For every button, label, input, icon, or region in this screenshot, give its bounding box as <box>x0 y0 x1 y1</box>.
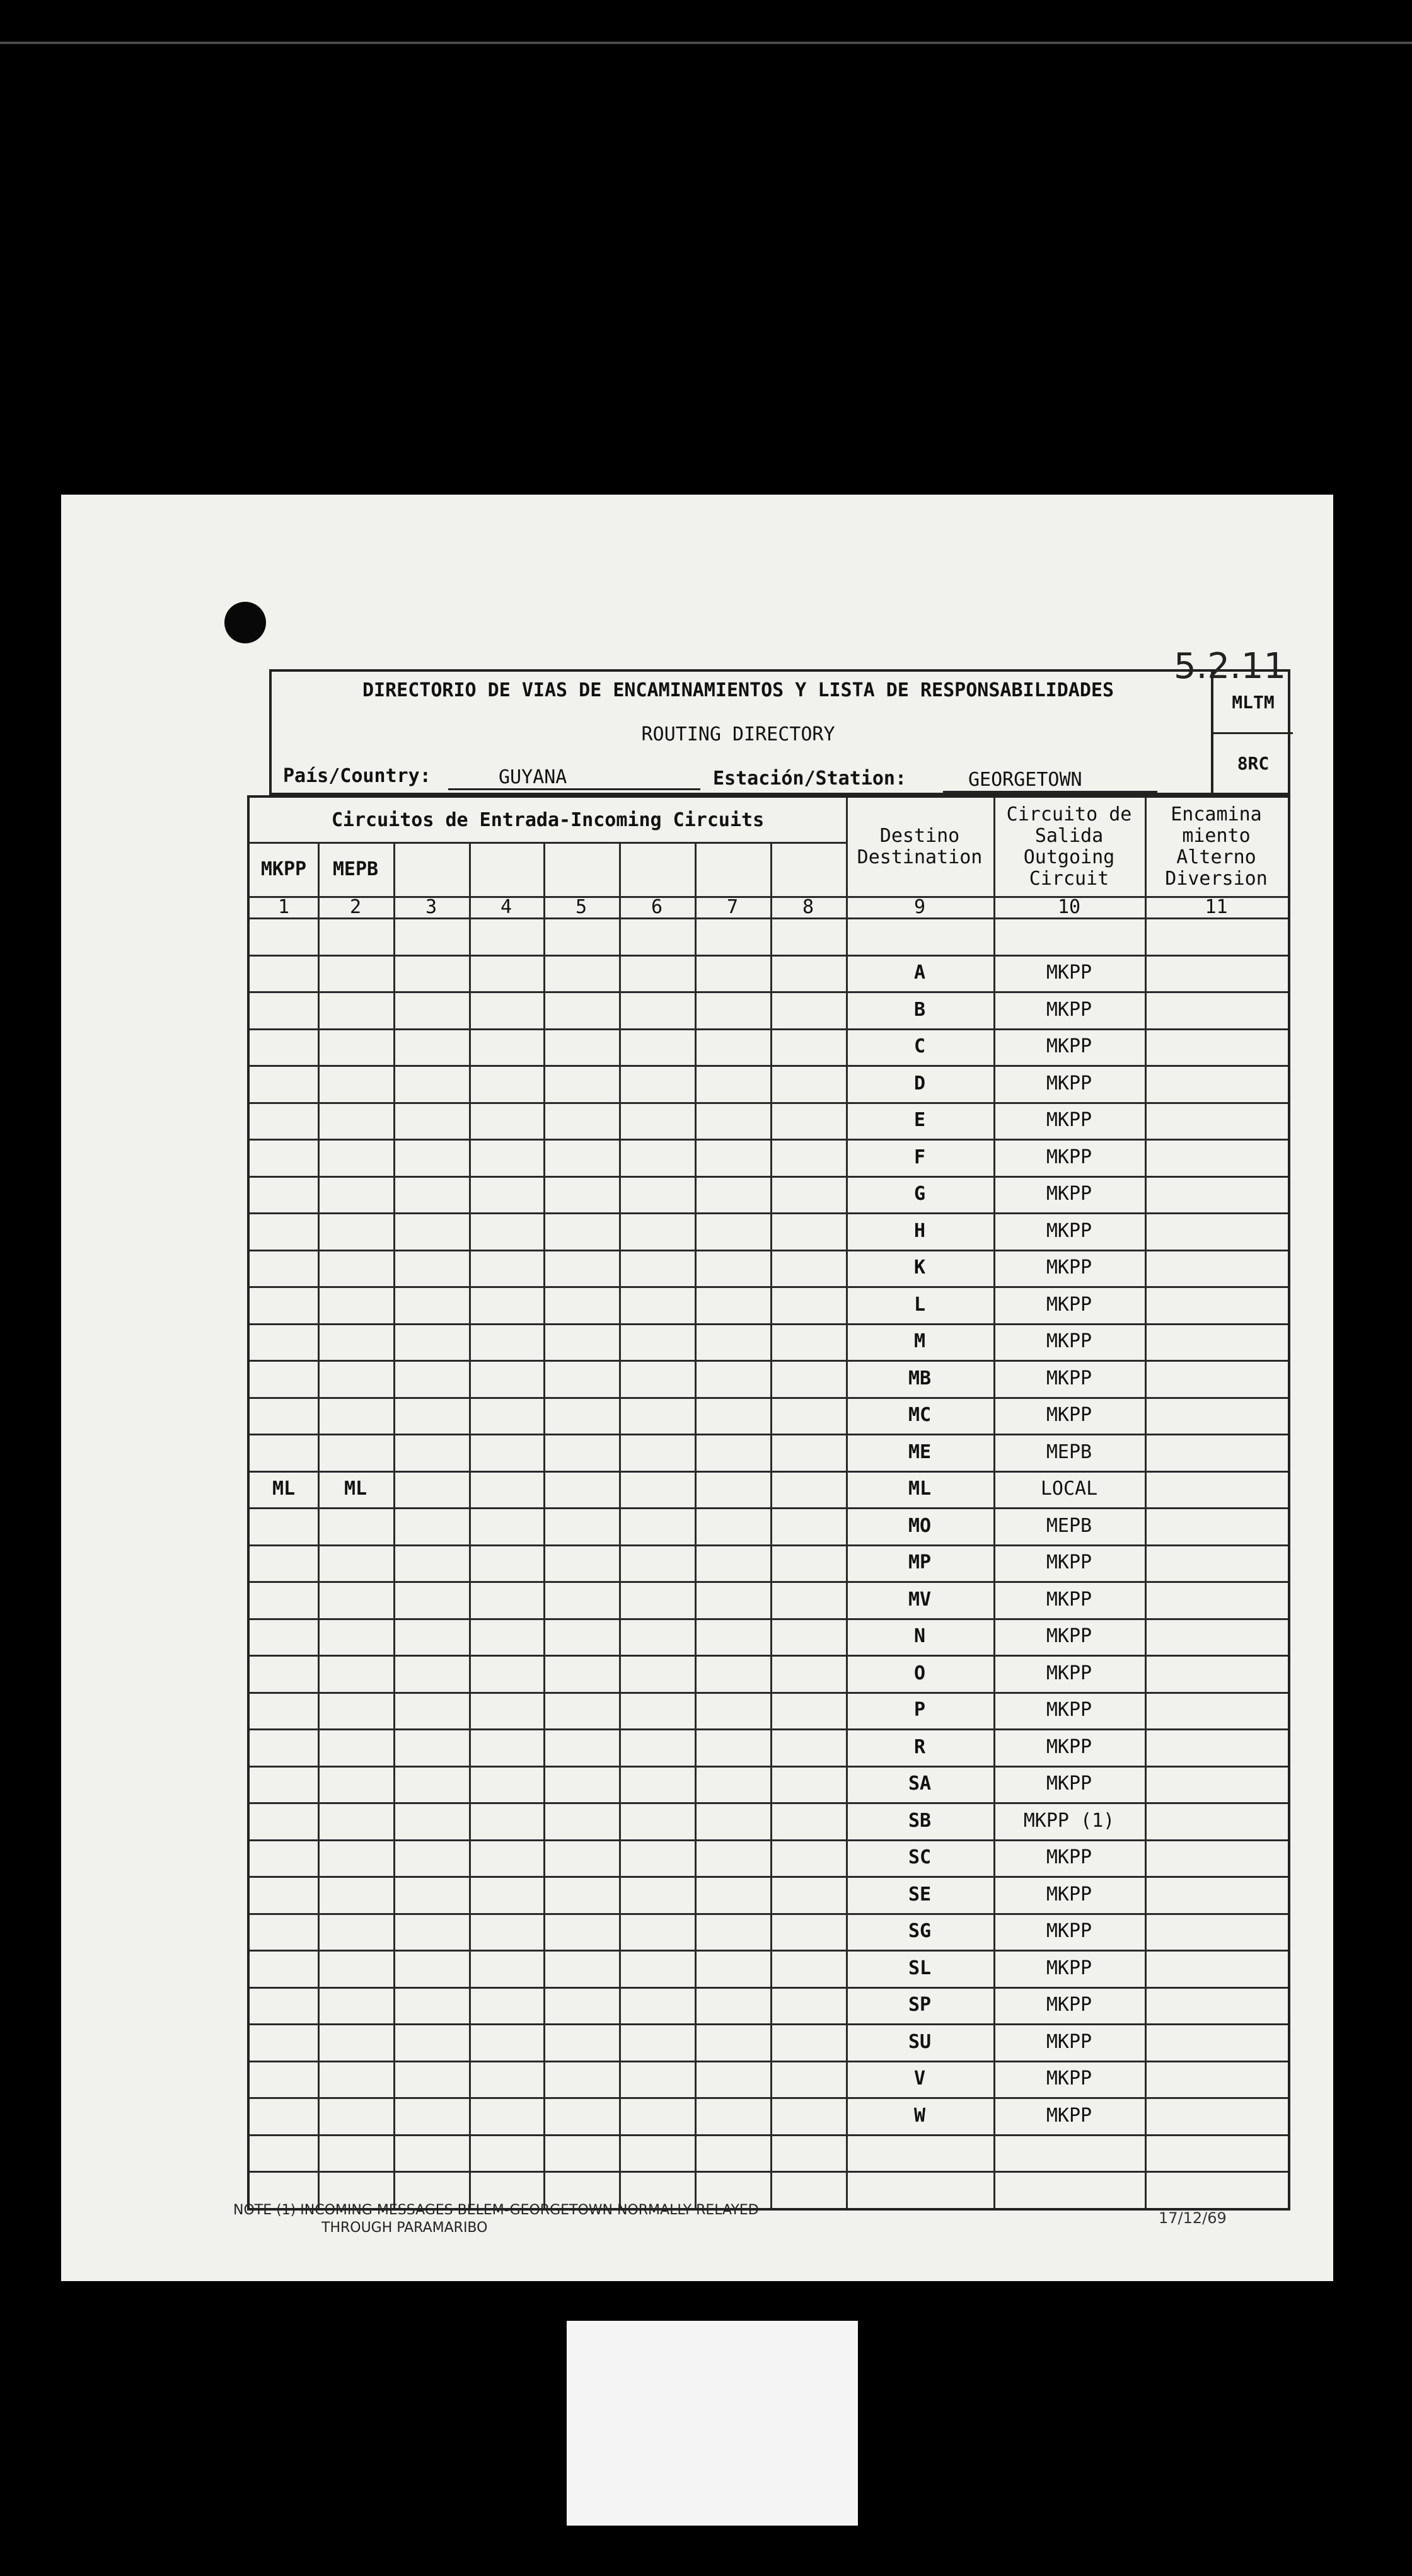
outgoing-circuit-cell: MKPP <box>1046 1404 1092 1427</box>
destination-header: Destino Destination <box>857 825 983 868</box>
incoming-circuit-2-cell <box>318 2097 393 2134</box>
table-rule-v <box>770 842 772 2208</box>
outgoing-circuit-cell: MKPP <box>1046 1883 1092 1906</box>
incoming-circuit-2-cell <box>318 917 393 955</box>
footnote <box>233 2202 990 2237</box>
top-scan-line <box>0 42 1412 44</box>
outgoing-circuit-cell: MKPP <box>1046 1773 1092 1795</box>
incoming-circuit-1-cell <box>250 1544 318 1582</box>
outgoing-circuit-cell: MKPP <box>1046 1219 1092 1242</box>
incoming-circuit-2-cell <box>318 1876 393 1913</box>
incoming-circuit-1-cell <box>250 1507 318 1544</box>
destination-cell: MC <box>908 1404 932 1427</box>
table-rule-v <box>543 842 545 2208</box>
incoming-circuit-1-cell <box>250 1139 318 1176</box>
table-rule-h <box>250 842 846 844</box>
incoming-circuit-2-header: MEPB <box>332 858 379 880</box>
destination-cell: H <box>913 1219 926 1242</box>
incoming-circuit-1-cell <box>250 2023 318 2061</box>
incoming-circuit-1-cell <box>250 1581 318 1618</box>
outgoing-circuit-cell: MKPP <box>1046 1957 1092 1979</box>
destination-cell: F <box>913 1146 926 1168</box>
incoming-circuit-1-cell <box>250 1397 318 1434</box>
destination-cell: SB <box>908 1809 932 1832</box>
incoming-circuit-2-cell <box>318 1212 393 1250</box>
destination-cell: SP <box>908 1994 932 2016</box>
incoming-circuit-2-cell <box>318 1950 393 1987</box>
column-number: 9 <box>913 895 926 918</box>
destination-cell: MB <box>908 1367 932 1389</box>
incoming-circuit-1-cell <box>250 1323 318 1360</box>
incoming-circuits-header: Circuitos de Entrada-Incoming Circuits <box>331 808 765 831</box>
directory-subtitle: ROUTING DIRECTORY <box>641 723 835 745</box>
incoming-circuit-1-cell <box>250 1802 318 1839</box>
outgoing-circuit-cell: MKPP <box>1046 1109 1092 1132</box>
incoming-circuit-2-cell <box>318 1323 393 1360</box>
destination-cell: P <box>913 1699 926 1722</box>
incoming-circuit-2-cell <box>318 1250 393 1287</box>
table-rule-v <box>393 842 395 2208</box>
incoming-circuit-2-cell <box>318 1766 393 1803</box>
destination-cell: M <box>913 1330 926 1353</box>
outgoing-circuit-cell: MKPP <box>1046 1588 1092 1611</box>
incoming-circuit-2-cell <box>318 991 393 1028</box>
table-rule-v <box>695 842 697 2208</box>
incoming-circuit-2-cell <box>318 1065 393 1102</box>
outgoing-circuit-cell: MKPP <box>1046 2104 1092 2127</box>
footnote-line-2: THROUGH PARAMARIBO <box>321 2220 488 2236</box>
destination-cell: MP <box>908 1551 932 1574</box>
destination-cell: SU <box>908 2030 932 2053</box>
incoming-circuit-2-cell <box>318 955 393 992</box>
incoming-circuit-1-cell <box>250 955 318 992</box>
incoming-circuit-2-cell <box>318 1176 393 1213</box>
directory-title: DIRECTORIO DE VIAS DE ENCAMINAMIENTOS Y LISTA DE RESPONSABILIDADES <box>362 679 1114 701</box>
outgoing-circuit-cell: MKPP <box>1046 1035 1092 1058</box>
incoming-circuit-2-cell <box>318 2061 393 2098</box>
outgoing-circuit-cell <box>993 2134 1145 2171</box>
column-number: 1 <box>277 895 290 918</box>
outgoing-circuit-cell: MKPP <box>1046 1551 1092 1574</box>
destination-cell: SA <box>908 1773 932 1795</box>
destination-cell <box>846 2134 993 2171</box>
incoming-circuit-2-cell <box>318 1581 393 1618</box>
destination-cell: A <box>913 962 926 984</box>
destination-cell: SL <box>908 1957 932 1979</box>
station-code-1: MLTM <box>1213 672 1293 734</box>
incoming-circuit-2-cell <box>318 1397 393 1434</box>
column-number: 3 <box>425 895 437 918</box>
incoming-circuit-1-cell <box>250 1176 318 1213</box>
incoming-circuit-1-cell <box>250 1286 318 1323</box>
column-number: 8 <box>802 895 814 918</box>
destination-cell: R <box>913 1735 926 1758</box>
incoming-circuit-1-cell <box>250 1913 318 1950</box>
incoming-circuit-2-cell <box>318 1655 393 1692</box>
station-value: GEORGETOWN <box>943 769 1157 793</box>
document-date: 17/12/69 <box>1159 2209 1227 2227</box>
incoming-circuit-1-cell <box>250 2097 318 2134</box>
destination-cell: MV <box>908 1588 932 1611</box>
incoming-circuit-2-cell <box>318 1286 393 1323</box>
incoming-circuit-2-cell <box>318 2134 393 2171</box>
outgoing-circuit-cell: MKPP <box>1046 1293 1092 1316</box>
table-rule-v <box>1145 798 1147 2208</box>
incoming-circuit-2-cell <box>318 1913 393 1950</box>
station-code-2: 8RC <box>1237 753 1270 774</box>
incoming-circuit-1-cell <box>250 1102 318 1139</box>
column-number: 2 <box>349 895 362 918</box>
incoming-circuit-1-cell <box>250 1065 318 1102</box>
country-label: País/Country: <box>283 765 431 787</box>
outgoing-circuit-cell: MKPP <box>1046 1920 1092 1943</box>
incoming-circuit-2-cell <box>318 1360 393 1397</box>
table-rule-v <box>469 842 471 2208</box>
outgoing-circuit-cell: MEPB <box>1046 1440 1092 1463</box>
incoming-circuit-2-cell <box>318 1028 393 1066</box>
blank-card <box>567 2321 858 2526</box>
outgoing-circuit-cell: MKPP <box>1046 1625 1092 1648</box>
incoming-circuit-2-cell <box>318 1802 393 1839</box>
column-number: 11 <box>1205 895 1228 918</box>
incoming-circuit-1-cell <box>250 1728 318 1766</box>
incoming-circuit-1-cell <box>250 1655 318 1692</box>
incoming-circuit-1-cell <box>250 1987 318 2024</box>
destination-cell: B <box>913 998 926 1021</box>
destination-cell: N <box>913 1625 926 1648</box>
country-value: GUYANA <box>448 766 700 790</box>
incoming-circuit-2-cell <box>318 1544 393 1582</box>
destination-cell: L <box>913 1293 926 1316</box>
destination-cell: C <box>913 1035 926 1058</box>
outgoing-circuit-cell: MKPP <box>1046 1256 1092 1279</box>
incoming-circuit-1-header: MKPP <box>260 858 307 880</box>
incoming-circuit-1-cell <box>250 2061 318 2098</box>
incoming-circuit-1-cell <box>250 1692 318 1729</box>
destination-cell: MO <box>908 1514 932 1537</box>
incoming-circuit-1-cell <box>250 1839 318 1877</box>
incoming-circuit-1-cell <box>250 1618 318 1655</box>
directory-header <box>269 669 1290 795</box>
incoming-circuit-2-cell <box>318 1692 393 1729</box>
column-number: 4 <box>500 895 512 918</box>
incoming-circuit-1-cell <box>250 1360 318 1397</box>
outgoing-circuit-cell: MKPP <box>1046 2067 1092 2090</box>
outgoing-circuit-cell: MKPP <box>1046 1846 1092 1869</box>
incoming-circuit-1-cell <box>250 2134 318 2171</box>
incoming-circuit-2-cell <box>318 2023 393 2061</box>
destination-cell <box>846 917 993 955</box>
destination-cell: O <box>913 1662 926 1684</box>
incoming-circuit-1-cell <box>250 1434 318 1471</box>
page-number: 5.2.11 <box>1174 646 1287 687</box>
incoming-circuit-1-cell <box>250 1212 318 1250</box>
outgoing-circuit-cell <box>993 917 1145 955</box>
destination-cell: V <box>913 2067 926 2090</box>
incoming-circuit-2-cell <box>318 1102 393 1139</box>
incoming-circuit-2-cell <box>318 1139 393 1176</box>
outgoing-circuit-cell: MKPP <box>1046 1072 1092 1095</box>
outgoing-circuit-cell: MKPP <box>1046 1699 1092 1722</box>
destination-cell: E <box>913 1109 926 1132</box>
column-number: 7 <box>726 895 739 918</box>
column-number: 5 <box>575 895 587 918</box>
outgoing-circuit-cell: MKPP <box>1046 1330 1092 1353</box>
destination-cell: W <box>913 2104 926 2127</box>
outgoing-circuit-cell: MKPP <box>1046 1735 1092 1758</box>
destination-cell: SE <box>908 1883 932 1906</box>
destination-cell: ME <box>908 1440 932 1463</box>
table-rule-v <box>619 842 621 2208</box>
outgoing-circuit-cell: MKPP <box>1046 1146 1092 1168</box>
station-label: Estación/Station: <box>713 768 907 790</box>
incoming-circuit-2-cell <box>318 1434 393 1471</box>
incoming-circuit-2-cell: ML <box>344 1478 367 1500</box>
incoming-circuit-2-cell <box>318 1507 393 1544</box>
incoming-circuit-2-cell <box>318 1618 393 1655</box>
outgoing-circuit-cell: MKPP <box>1046 2030 1092 2053</box>
incoming-circuit-2-cell <box>318 1987 393 2024</box>
punch-hole <box>224 602 266 643</box>
destination-cell: SG <box>908 1920 932 1943</box>
column-number: 10 <box>1057 895 1081 918</box>
outgoing-circuit-cell: MKPP <box>1046 1994 1092 2016</box>
incoming-circuit-1-cell <box>250 1950 318 1987</box>
incoming-circuit-1-cell <box>250 1028 318 1066</box>
outgoing-circuit-cell: MKPP (1) <box>1023 1809 1115 1832</box>
destination-cell: K <box>913 1256 926 1279</box>
outgoing-circuit-header: Circuito de Salida Outgoing Circuit <box>1006 803 1132 890</box>
outgoing-circuit-cell: MKPP <box>1046 962 1092 984</box>
incoming-circuit-2-cell <box>318 1839 393 1877</box>
incoming-circuit-2-cell <box>318 1728 393 1766</box>
incoming-circuit-1-cell <box>250 917 318 955</box>
incoming-circuit-1-cell <box>250 1250 318 1287</box>
routing-table <box>247 795 1290 2211</box>
outgoing-circuit-cell: MEPB <box>1046 1514 1092 1537</box>
outgoing-circuit-cell: MKPP <box>1046 998 1092 1021</box>
outgoing-circuit-cell: MKPP <box>1046 1662 1092 1684</box>
destination-cell: ML <box>908 1478 932 1500</box>
incoming-circuit-1-cell <box>250 1876 318 1913</box>
outgoing-circuit-cell: MKPP <box>1046 1367 1092 1389</box>
incoming-circuit-1-cell: ML <box>272 1478 296 1500</box>
destination-cell: SC <box>908 1846 932 1869</box>
alternate-routing-header: Encamina miento Alterno Diversion <box>1165 803 1268 890</box>
outgoing-circuit-cell: MKPP <box>1046 1183 1092 1205</box>
incoming-circuit-1-cell <box>250 991 318 1028</box>
destination-cell: G <box>913 1183 926 1205</box>
footnote-line-1: NOTE (1) INCOMING MESSAGES BELEM-GEORGETOWN NORMALLY RELAYED <box>233 2202 759 2218</box>
destination-cell: D <box>913 1072 926 1095</box>
column-number: 6 <box>651 895 663 918</box>
header-code-box <box>1211 672 1293 793</box>
incoming-circuit-1-cell <box>250 1766 318 1803</box>
outgoing-circuit-cell: LOCAL <box>1040 1478 1098 1500</box>
outgoing-circuit-cell <box>993 2171 1145 2208</box>
